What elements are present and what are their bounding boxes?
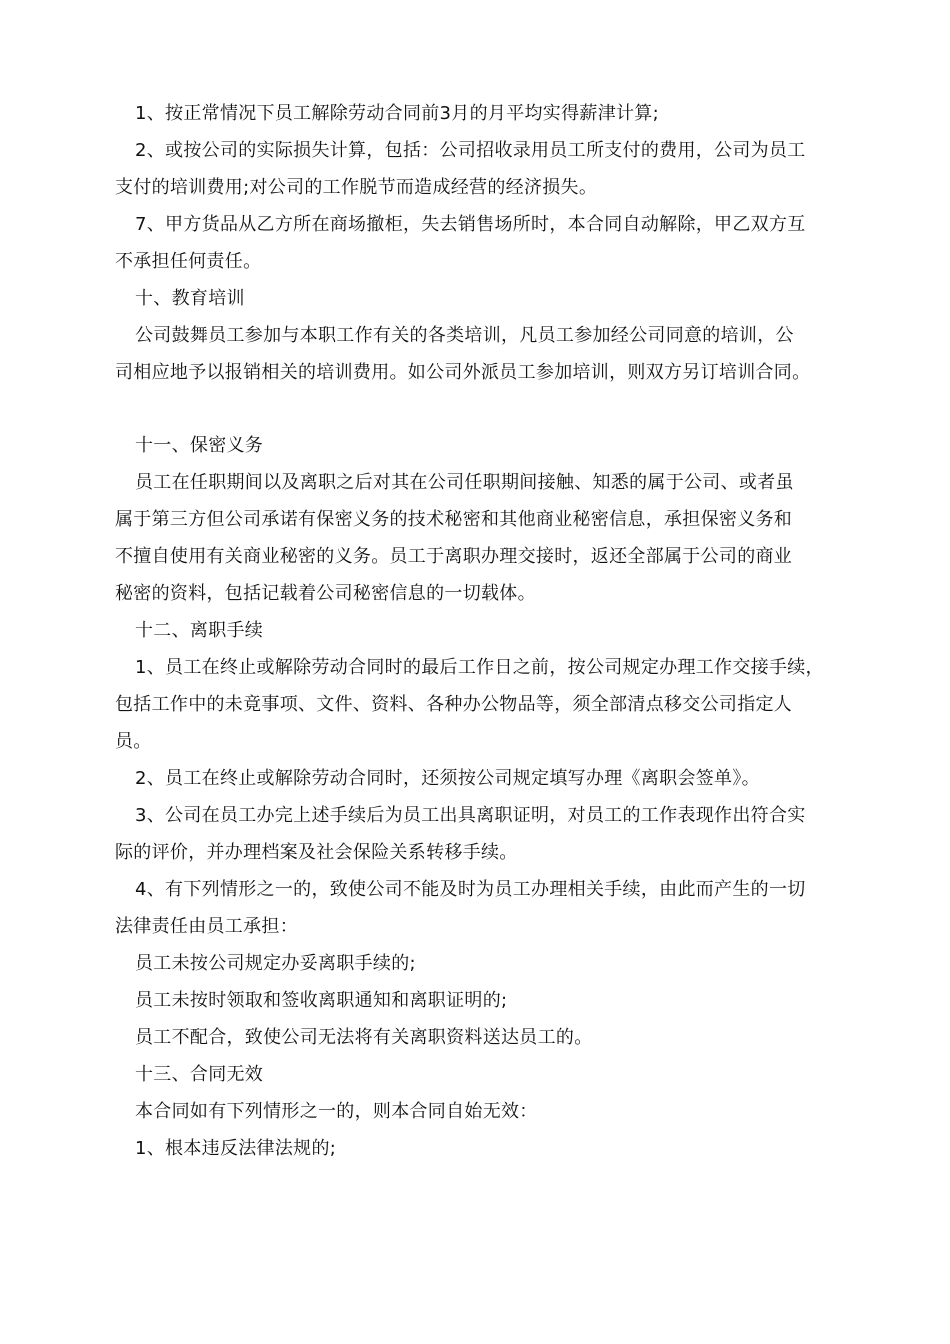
section-heading-confidentiality: 十一、保密义务 — [135, 435, 264, 456]
paragraph-line: 员工不配合，致使公司无法将有关离职资料送达员工的。 — [135, 1027, 593, 1048]
blank-line — [115, 391, 840, 427]
paragraph-line: 2、员工在终止或解除劳动合同时，还须按公司规定填写办理《离职会签单》。 — [135, 768, 760, 789]
paragraph-line: 员。 — [115, 731, 152, 752]
paragraph-line: 员工未按公司规定办妥离职手续的; — [135, 953, 416, 974]
paragraph-line: 支付的培训费用;对公司的工作脱节而造成经营的经济损失。 — [115, 177, 598, 198]
paragraph-line: 法律责任由员工承担： — [115, 916, 298, 937]
paragraph-line: 1、按正常情况下员工解除劳动合同前3月的月平均实得薪津计算; — [135, 103, 659, 124]
document-body — [115, 95, 840, 1167]
section-heading-invalid-contract: 十三、合同无效 — [135, 1064, 264, 1085]
paragraph-line: 不承担任何责任。 — [115, 251, 262, 272]
paragraph-line: 公司鼓舞员工参加与本职工作有关的各类培训，凡员工参加经公司同意的培训，公 — [135, 325, 794, 346]
paragraph-line: 4、有下列情形之一的，致使公司不能及时为员工办理相关手续，由此而产生的一切 — [135, 879, 806, 900]
paragraph-line: 属于第三方但公司承诺有保密义务的技术秘密和其他商业秘密信息，承担保密义务和 — [115, 509, 793, 530]
paragraph-line: 3、公司在员工办完上述手续后为员工出具离职证明，对员工的工作表现作出符合实 — [135, 805, 806, 826]
paragraph-line: 不擅自使用有关商业秘密的义务。员工于离职办理交接时，返还全部属于公司的商业 — [115, 546, 793, 567]
section-heading-education: 十、教育培训 — [135, 288, 245, 309]
paragraph-line: 司相应地予以报销相关的培训费用。如公司外派员工参加培训，则双方另订培训合同。 — [115, 362, 811, 383]
paragraph-line: 本合同如有下列情形之一的，则本合同自始无效： — [135, 1101, 538, 1122]
paragraph-line: 7、甲方货品从乙方所在商场撤柜，失去销售场所时，本合同自动解除，甲乙双方互 — [135, 214, 806, 235]
paragraph-line: 秘密的资料，包括记载着公司秘密信息的一切载体。 — [115, 583, 536, 604]
paragraph-line: 际的评价，并办理档案及社会保险关系转移手续。 — [115, 842, 518, 863]
paragraph-line: 员工在任职期间以及离职之后对其在公司任职期间接触、知悉的属于公司、或者虽 — [135, 472, 794, 493]
paragraph-line: 员工未按时领取和签收离职通知和离职证明的; — [135, 990, 508, 1011]
paragraph-line: 1、员工在终止或解除劳动合同时的最后工作日之前，按公司规定办理工作交接手续， — [135, 657, 824, 678]
paragraph-line: 1、根本违反法律法规的; — [135, 1138, 337, 1159]
section-heading-resignation: 十二、离职手续 — [135, 620, 264, 641]
paragraph-line: 2、或按公司的实际损失计算，包括：公司招收录用员工所支付的费用，公司为员工 — [135, 140, 806, 161]
paragraph-line: 包括工作中的未竟事项、文件、资料、各种办公物品等，须全部清点移交公司指定人 — [115, 694, 793, 715]
